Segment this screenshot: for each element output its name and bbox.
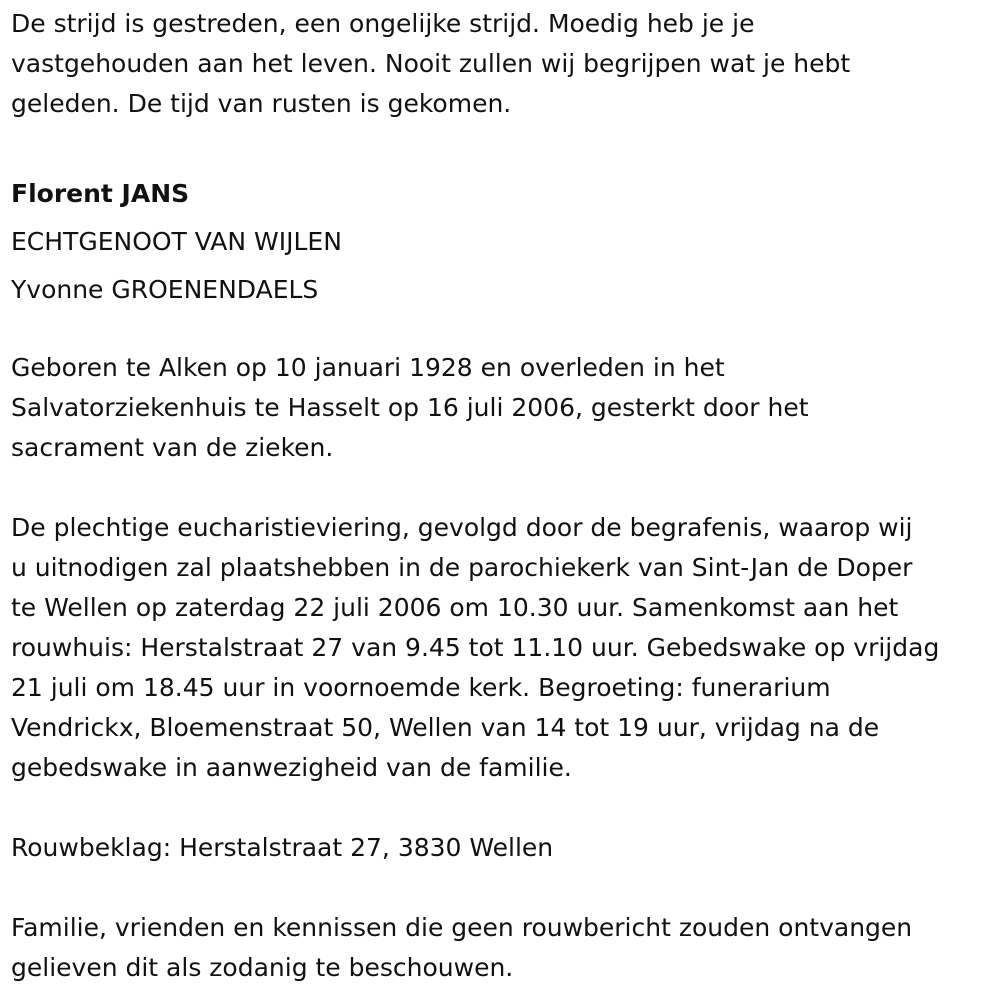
ceremony-paragraph: [11, 508, 996, 788]
relation-label: ECHTGENOOT VAN WIJLEN: [11, 227, 342, 256]
closing-line: gelieven dit als zodanig te beschouwen.: [11, 953, 514, 982]
ceremony-line: u uitnodigen zal plaatshebben in de parochiekerk van Sint-Jan de Doper: [11, 553, 913, 582]
birth-death-paragraph: [11, 348, 996, 468]
ceremony-line: te Wellen op zaterdag 22 juli 2006 om 10.30 uur. Samenkomst aan het: [11, 593, 899, 622]
intro-line: geleden. De tijd van rusten is gekomen.: [11, 89, 512, 118]
ceremony-line: rouwhuis: Herstalstraat 27 van 9.45 tot 11.10 uur. Gebedswake op vrijdag: [11, 633, 940, 662]
closing-paragraph: [11, 908, 996, 988]
condolence-address: Rouwbeklag: Herstalstraat 27, 3830 Wellen: [11, 833, 554, 862]
ceremony-line: 21 juli om 18.45 uur in voornoemde kerk. Begroeting: funerarium: [11, 673, 831, 702]
ceremony-line: De plechtige eucharistieviering, gevolgd door de begrafenis, waarop wij: [11, 513, 913, 542]
ceremony-line: gebedswake in aanwezigheid van de familie.: [11, 753, 572, 782]
birth-death-line: Geboren te Alken op 10 januari 1928 en overleden in het: [11, 353, 725, 382]
intro-line: De strijd is gestreden, een ongelijke strijd. Moedig heb je je: [11, 9, 755, 38]
ceremony-line: Vendrickx, Bloemenstraat 50, Wellen van 14 tot 19 uur, vrijdag na de: [11, 713, 880, 742]
intro-line: vastgehouden aan het leven. Nooit zullen wij begrijpen wat je hebt: [11, 49, 851, 78]
birth-death-line: sacrament van de zieken.: [11, 433, 334, 462]
spouse-name: Yvonne GROENENDAELS: [11, 275, 319, 304]
deceased-name: Florent JANS: [11, 179, 190, 208]
death-notice: [11, 4, 996, 988]
deceased-block: [11, 170, 996, 314]
condolence-paragraph: [11, 828, 996, 868]
birth-death-line: Salvatorziekenhuis te Hasselt op 16 juli 2006, gesterkt door het: [11, 393, 809, 422]
intro-paragraph: [11, 4, 996, 124]
closing-line: Familie, vrienden en kennissen die geen rouwbericht zouden ontvangen: [11, 913, 913, 942]
